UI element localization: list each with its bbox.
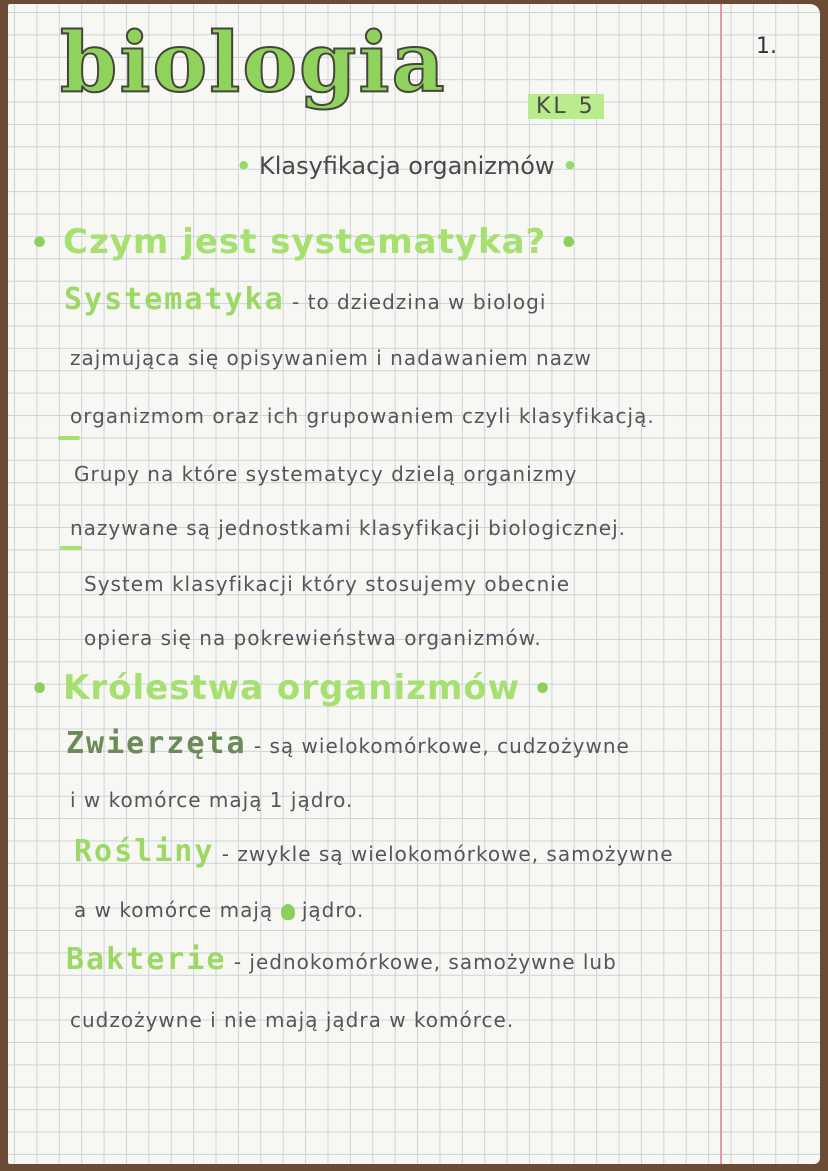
text-line: i w komórce mają 1 jądro. [70, 788, 354, 812]
bullet-dot: • [236, 152, 252, 180]
kingdom-description: - są wielokomórkowe, cudzożywne [246, 734, 630, 758]
text-line: cudzożywne i nie mają jądra w komórce. [70, 1008, 515, 1032]
text-line: Grupy na które systematycy dzielą organizmy [74, 462, 578, 486]
term-rosliny: Rośliny [74, 834, 215, 869]
text-line: organizmom oraz ich grupowaniem czyli klasyfikacją. [70, 404, 655, 428]
page-title: biologia [60, 15, 447, 111]
term-systematyka: Systematyka [64, 282, 285, 317]
kingdom-description: - jednokomórkowe, samożywne lub [226, 950, 617, 974]
term-zwierzeta: Zwierzęta [66, 726, 247, 761]
nucleus-icon [281, 904, 295, 920]
notebook-page [8, 4, 820, 1164]
text-line: nazywane są jednostkami klasyfikacji biologicznej. [70, 516, 626, 540]
section-heading-text: Czym jest systematyka? [63, 222, 547, 262]
subtitle-text: Klasyfikacja organizmów [258, 152, 555, 180]
bullet-dot: • [30, 672, 51, 707]
definition-line [64, 282, 546, 317]
kingdom-animals-line [66, 726, 630, 761]
text-line: System klasyfikacji który stosujemy obecnie [84, 572, 571, 596]
subtitle [236, 152, 578, 180]
kingdom-plants-line [74, 834, 674, 869]
text-fragment: jądro. [294, 898, 365, 922]
margin-dash [60, 546, 82, 550]
margin-dash [58, 436, 80, 440]
bullet-dot: • [559, 226, 580, 261]
term-bakterie: Bakterie [66, 942, 227, 977]
bullet-dot: • [533, 672, 554, 707]
section-heading-systematics [30, 222, 579, 262]
kingdom-bacteria-line [66, 942, 617, 977]
text-line [74, 898, 364, 922]
page-number: 1. [756, 34, 777, 59]
section-heading-text: Królestwa organizmów [63, 668, 521, 708]
text-line: opiera się na pokrewieństwa organizmów. [84, 626, 542, 650]
section-heading-kingdoms [30, 668, 553, 708]
bullet-dot: • [562, 152, 578, 180]
text-fragment: a w komórce mają [74, 898, 281, 922]
text-line: zajmująca się opisywaniem i nadawaniem nazw [70, 346, 592, 370]
kingdom-description: - zwykle są wielokomórkowe, samożywne [214, 842, 674, 866]
bullet-dot: • [30, 226, 51, 261]
margin-line [720, 4, 722, 1164]
class-badge: KL 5 [528, 94, 604, 119]
definition-text: - to dziedzina w biologi [284, 290, 547, 314]
